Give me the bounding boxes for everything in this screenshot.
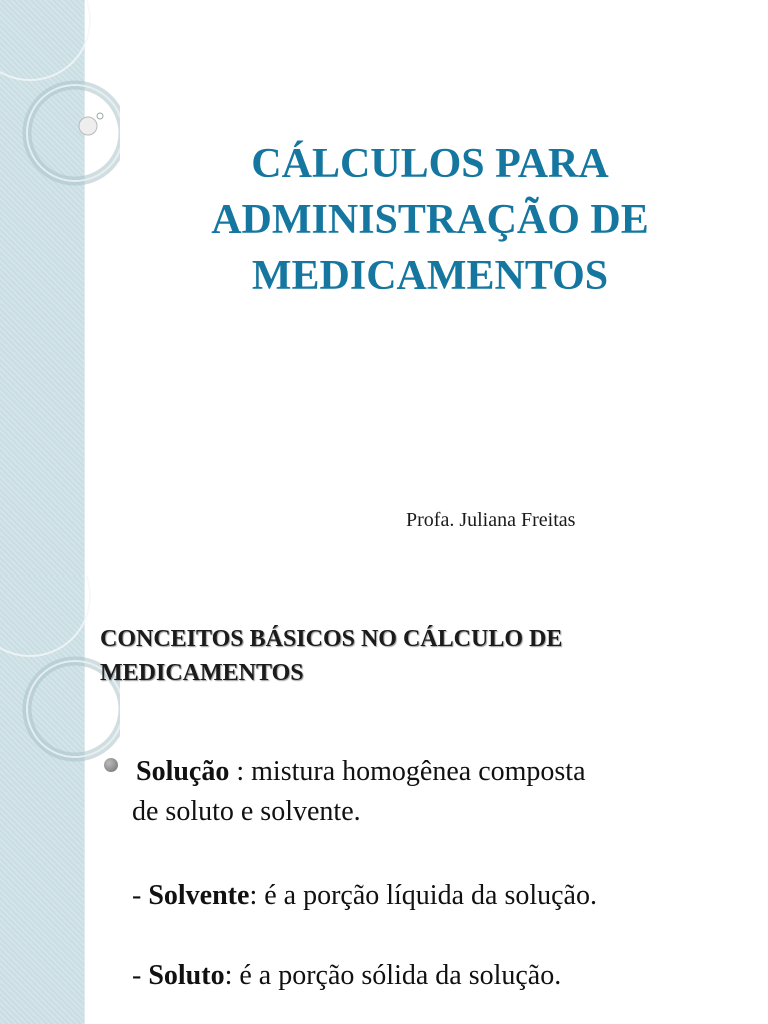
ring-knob-icon	[79, 117, 97, 135]
term-soluto: Soluto	[148, 960, 225, 991]
bullet-dot-icon	[104, 758, 118, 772]
text-solvente: : é a porção líquida da solução.	[249, 880, 597, 911]
title-line-3: MEDICAMENTOS	[251, 253, 609, 299]
decorative-rings	[0, 0, 120, 200]
title-line-2: ADMINISTRAÇÃO DE	[211, 197, 649, 243]
slide-title	[150, 136, 710, 304]
item-prefix: -	[132, 960, 149, 991]
item-solvente	[132, 876, 597, 916]
author-subtitle: Profa. Juliana Freitas	[406, 509, 576, 531]
bullet-solucao	[136, 752, 586, 792]
title-line-1: CÁLCULOS PARA	[251, 141, 609, 187]
section-heading	[100, 622, 740, 690]
definition-solucao-2: de soluto e solvente.	[132, 796, 361, 827]
item-soluto	[132, 956, 561, 996]
item-prefix: -	[132, 880, 149, 911]
definition-solucao-1: : mistura homogênea composta	[229, 756, 586, 787]
text-soluto: : é a porção sólida da solução.	[224, 960, 562, 991]
term-solucao: Solução	[136, 756, 230, 787]
heading-line-2: MEDICAMENTOS	[100, 660, 304, 686]
term-solvente: Solvente	[148, 880, 250, 911]
heading-line-1: CONCEITOS BÁSICOS NO CÁLCULO DE	[100, 626, 563, 652]
